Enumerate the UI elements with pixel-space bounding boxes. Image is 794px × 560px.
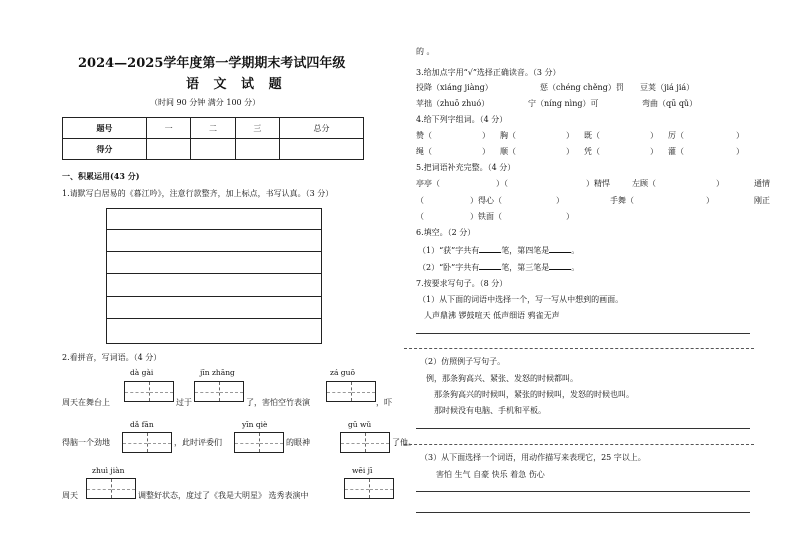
- q6-line-2: （2）“卧”字共有 笔，第三笔是 。: [418, 263, 580, 272]
- q2-text: ，此时评委们: [174, 438, 222, 447]
- char-grid[interactable]: [194, 381, 244, 402]
- q5-text: 亭亭（: [416, 179, 440, 188]
- q4-char: 凭（: [584, 147, 600, 156]
- q6-blank[interactable]: [549, 244, 571, 253]
- q7-part-3: （3）从下面选择一个词语，用动作描写来表现它，25 字以上。: [420, 453, 646, 462]
- section-1-heading: 一、积累运用(43 分): [62, 171, 140, 181]
- char-grid[interactable]: [326, 381, 376, 402]
- pinyin: yīn qiè: [242, 420, 268, 429]
- q2-text: 了他。: [392, 438, 416, 447]
- pinyin: dǎ fān: [130, 420, 154, 429]
- score-table: [62, 117, 364, 160]
- q4-blank[interactable]: ）: [566, 147, 574, 156]
- score-cell[interactable]: [280, 139, 364, 160]
- answer-line[interactable]: [416, 512, 750, 513]
- q7-word-list-3: 害怕 生气 自豪 快乐 着急 伤心: [436, 470, 545, 479]
- q6-blank[interactable]: [549, 261, 571, 270]
- score-col-header: 总分: [280, 118, 364, 139]
- answer-line[interactable]: [416, 491, 750, 492]
- score-col-header: 题号: [63, 118, 147, 139]
- q5-text: （: [416, 212, 424, 221]
- q2-continued: 的 。: [416, 47, 435, 56]
- question-5: 5.把词语补充完整。（4 分）: [416, 163, 516, 172]
- exam-title: 2024—2025学年度第一学期期末考试四年级: [78, 56, 346, 71]
- char-grid[interactable]: [86, 478, 136, 499]
- q6-line-1: （1）“获”字共有 笔，第四笔是 。: [418, 246, 580, 255]
- pinyin: jīn zhāng: [200, 368, 235, 377]
- q4-char: 灌（: [668, 147, 684, 156]
- answer-line[interactable]: [416, 428, 750, 429]
- question-3: 3.给加点字用“√”选择正确读音。（3 分）: [416, 68, 561, 77]
- q5-text: ）: [556, 196, 564, 205]
- q4-blank[interactable]: ）: [650, 147, 658, 156]
- score-row-label: 得分: [63, 139, 147, 160]
- q3-item[interactable]: 豆荚（jiá jiá）: [640, 83, 695, 92]
- q5-text: ）: [566, 212, 574, 221]
- q5-text: 通情: [754, 179, 770, 188]
- q7-example-2: 那条狗高兴的时候叫，紧张的时候叫，发怒的时候也叫。: [434, 390, 634, 399]
- q4-char: 绳（: [416, 147, 432, 156]
- q3-item[interactable]: 宁（níng nìng）可: [528, 99, 599, 108]
- q5-text: ）: [706, 196, 714, 205]
- q4-char: 赞（: [416, 131, 432, 140]
- q5-text: ）得心（: [470, 196, 502, 205]
- question-1: 1.请默写白居易的《暮江吟》，注意行款整齐，加上标点，书写认真。（3 分）: [62, 189, 334, 198]
- pinyin: zá guō: [330, 368, 355, 377]
- q5-text: ）: [716, 179, 724, 188]
- q5-text: （: [416, 196, 424, 205]
- q2-text: 过于: [176, 398, 192, 407]
- q4-char: 既（: [584, 131, 600, 140]
- pinyin: dà gài: [130, 368, 154, 377]
- q2-text: 了，害怕空竹表演: [246, 398, 310, 407]
- q3-item[interactable]: 投降（xiáng jiàng）: [416, 83, 493, 92]
- char-grid[interactable]: [344, 478, 394, 499]
- q7-example-3: 那时候没有电脑、手机和平板。: [434, 406, 546, 415]
- score-col-header: 一: [146, 118, 190, 139]
- q3-item[interactable]: 惩（chéng chěng）罚: [540, 83, 624, 92]
- q5-text: 手舞（: [610, 196, 634, 205]
- q2-text: 得脑一个劲地: [62, 438, 110, 447]
- char-grid[interactable]: [340, 432, 390, 453]
- question-2: 2.看拼音，写词语。（4 分）: [62, 353, 162, 362]
- q7-part-1: （1）从下面的词语中选择一个，写一写从中想到的画面。: [418, 295, 624, 304]
- score-cell[interactable]: [146, 139, 190, 160]
- q2-text: 的眼神: [286, 438, 310, 447]
- question-6: 6.填空。（2 分）: [416, 228, 476, 237]
- answer-line[interactable]: [416, 333, 750, 334]
- q6-blank[interactable]: [479, 261, 501, 270]
- divider: [404, 444, 754, 445]
- q2-text: 调整好状态，度过了《我是大明星》 选秀表演中: [138, 491, 309, 500]
- score-col-header: 二: [191, 118, 235, 139]
- q5-text: 刚正: [754, 196, 770, 205]
- char-grid[interactable]: [124, 381, 174, 402]
- q3-item[interactable]: 弯曲（qū qǔ）: [642, 99, 698, 108]
- q4-blank[interactable]: ）: [736, 147, 744, 156]
- q5-text: ）（: [496, 179, 508, 188]
- pinyin: gū wǔ: [348, 420, 372, 429]
- q4-char: 顺（: [500, 147, 516, 156]
- q2-text: 周天在舞台上: [62, 398, 110, 407]
- score-col-header: 三: [235, 118, 279, 139]
- pinyin: zhuì jiàn: [92, 466, 125, 475]
- pinyin: wēi jī: [352, 466, 373, 475]
- q4-blank[interactable]: ）: [482, 131, 490, 140]
- q5-text: ）精悍: [586, 179, 610, 188]
- q2-text: 周天: [62, 491, 78, 500]
- question-7: 7.按要求写句子。（8 分）: [416, 279, 508, 288]
- subject-title: 语 文 试 题: [186, 77, 287, 92]
- q5-text: 左顾（: [632, 179, 656, 188]
- q4-blank[interactable]: ）: [650, 131, 658, 140]
- poem-writing-box[interactable]: [106, 208, 322, 344]
- q3-item[interactable]: 苹拙（zhuō zhuó）: [416, 99, 490, 108]
- divider: [404, 348, 754, 349]
- q4-char: 厉（: [668, 131, 684, 140]
- score-cell[interactable]: [191, 139, 235, 160]
- q7-part-2: （2）仿照例子写句子。: [420, 357, 506, 366]
- q4-blank[interactable]: ）: [566, 131, 574, 140]
- q7-word-list-1: 人声鼎沸 锣鼓喧天 低声细语 鸦雀无声: [424, 311, 560, 320]
- char-grid[interactable]: [122, 432, 172, 453]
- q5-text: ）铁面（: [470, 212, 502, 221]
- q4-blank[interactable]: ）: [482, 147, 490, 156]
- q7-example-1: 例，那条狗高兴、紧张、发怒的时候都叫。: [426, 374, 578, 383]
- score-cell[interactable]: [235, 139, 279, 160]
- char-grid[interactable]: [234, 432, 284, 453]
- question-4: 4.给下列字组词。（4 分）: [416, 115, 508, 124]
- exam-meta: （时间 90 分钟 满分 100 分）: [150, 98, 261, 107]
- q6-blank[interactable]: [479, 244, 501, 253]
- q2-text: ，吓: [376, 398, 392, 407]
- q4-blank[interactable]: ）: [736, 131, 744, 140]
- q4-char: 胸（: [500, 131, 516, 140]
